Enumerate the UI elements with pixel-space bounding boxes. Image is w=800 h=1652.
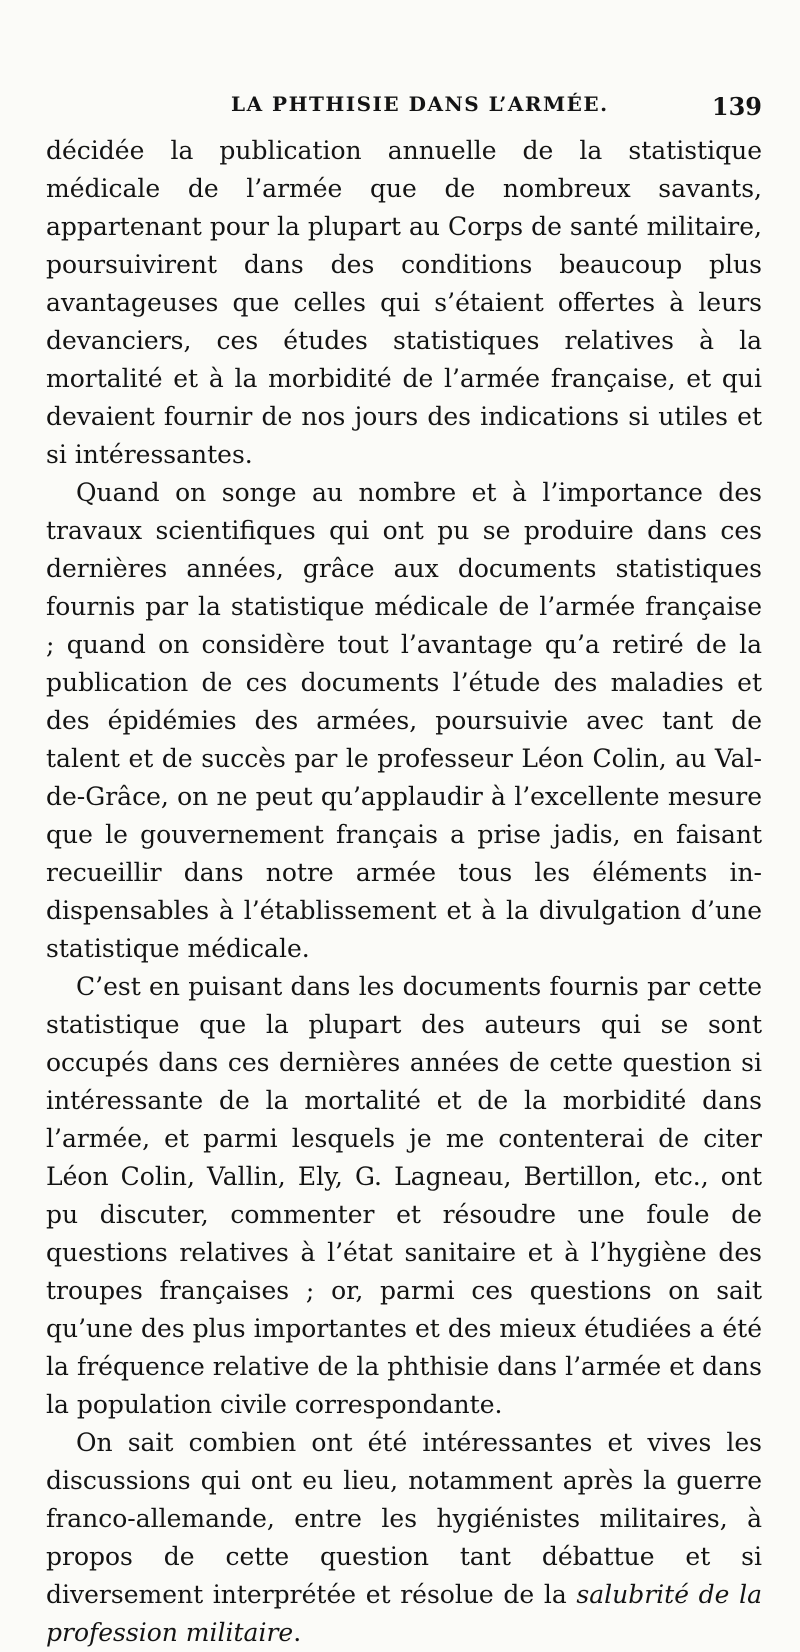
paragraph-1: décidée la publication annuelle de la statistique médicale de l’armée que de nombreux savants, appartenant pour la plupart au Corps de santé militaire, poursuivirent dans des conditions beaucoup plus avantageuses que celles qui s’étaient offertes à leurs devanciers, ces études statistiques relatives à la mortalité et à la morbidité de l’armée française, et qui devaient fournir de nos jours des indications si utiles et si intéressantes. [46,136,762,469]
paragraph-2: Quand on songe au nombre et à l’importance des travaux scientifiques qui ont pu se produire dans ces dernières années, grâce aux documents statistiques fournis par la statistique médicale de l’armée française ; quand on considère tout l’avantage qu’a retiré de la publication de ces documents l’étude des maladies et des épidémies des armées, poursuivie avec tant de talent et de succès par le professeur Léon Colin, au Val-de-Grâce, on ne peut qu’applaudir à l’excellente mesure que le gouvernement français a prise jadis, en faisant recueillir dans notre armée tous les éléments indispensables à l’établissement et à la divulgation d’une statistique médicale. [46,478,762,963]
body-text [46,132,762,1652]
paragraph-4 [46,1424,762,1652]
paragraph-4-ending: . [293,1618,302,1647]
running-title: LA PHTHISIE DANS L’ARMÉE. [231,92,609,116]
paragraph-3: C’est en puisant dans les documents fournis par cette statistique que la plupart des auteurs qui se sont occupés dans ces dernières années de cette question si intéressante de la mortalité et de la morbidité dans l’armée, et parmi lesquels je me contenterai de citer Léon Colin, Vallin, Ely, G. Lagneau, Bertillon, etc., ont pu discuter, commenter et résoudre une foule de questions relatives à l’état sanitaire et à l’hygiène des troupes françaises ; or, parmi ces questions on sait qu’une des plus importantes et des mieux étudiées a été la fréquence relative de la phthisie dans l’armée et dans la population civile correspondante. [46,972,762,1419]
page-header [46,92,762,132]
paragraph-4-text: On sait combien ont été intéressantes et vives les discussions qui ont eu lieu, notamment après la guerre franco-allemande, entre les hygiénistes militaires, à propos de cette question tant débattue et si diversement interprétée et résolue de la [46,1428,762,1609]
page-number: 139 [711,92,762,121]
paragraph-4-italic-phrase: salubrité de la profession militaire [46,1580,762,1647]
